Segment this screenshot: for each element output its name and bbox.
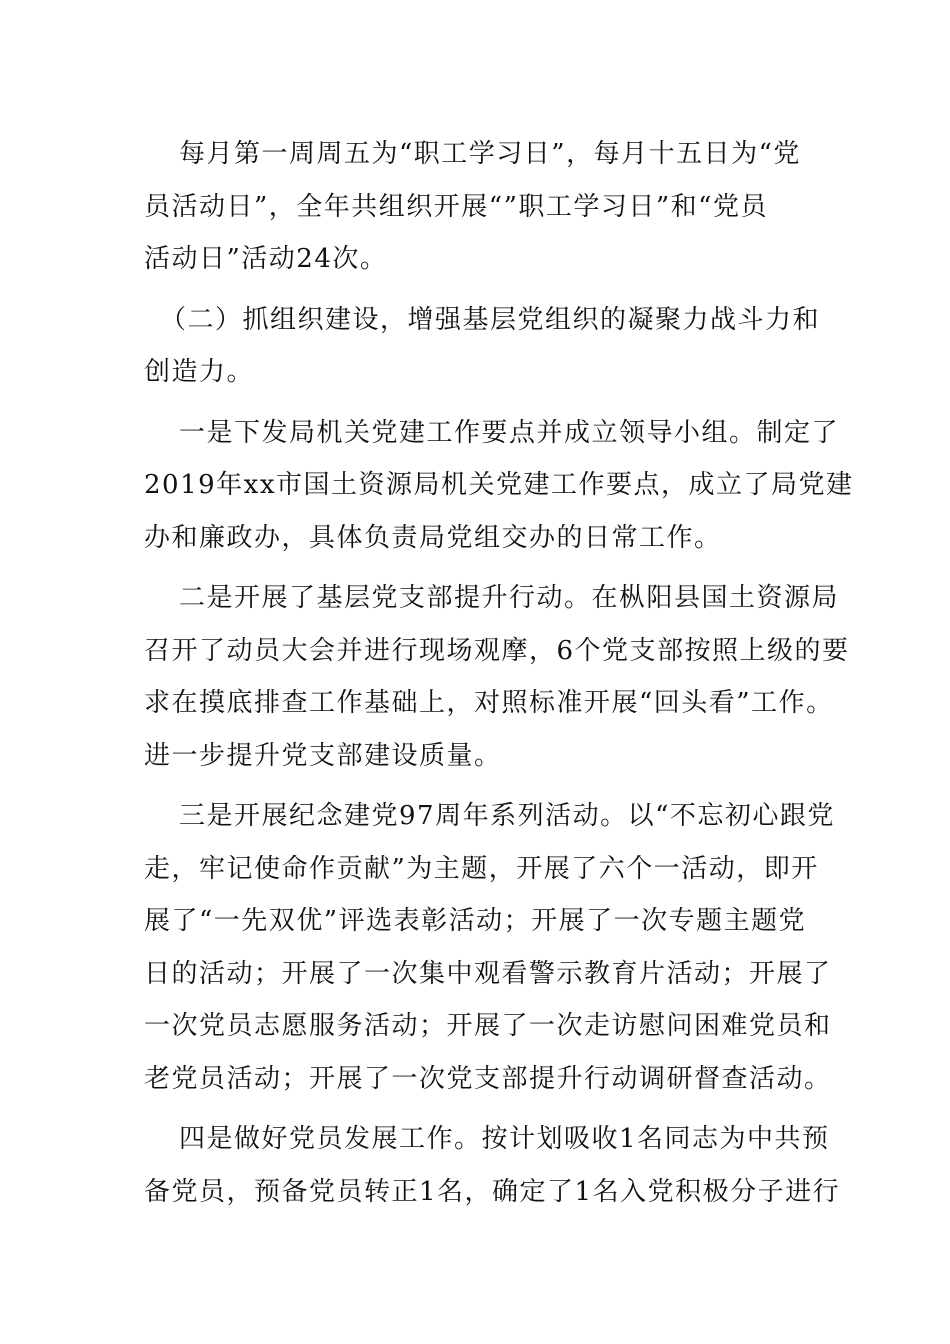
text-line: 召开了动员大会并进行现场观摩，6个党支部按照上级的要 xyxy=(144,635,850,666)
text-line: 展了“一先双优”评选表彰活动；开展了一次专题主题党 xyxy=(144,906,807,936)
text-line: 日的活动；开展了一次集中观看警示教育片活动；开展了 xyxy=(144,958,832,989)
text-line: 求在摸底排查工作基础上，对照标准开展“回头看”工作。 xyxy=(144,688,834,718)
text-line: 一次党员志愿服务活动；开展了一次走访慰问困难党员和 xyxy=(144,1011,832,1041)
text-line: 二是开展了基层党支部提升行动。在枞阳县国土资源局 xyxy=(179,583,840,613)
text-line: 三是开展纪念建党97周年系列活动。以“不忘初心跟党 xyxy=(179,801,835,831)
text-line: 走，牢记使命作贡献”为主题，开展了六个一活动，即开 xyxy=(144,853,819,884)
text-line: 一是下发局机关党建工作要点并成立领导小组。制定了 xyxy=(179,417,840,448)
text-line: 2019年xx市国土资源局机关党建工作要点，成立了局党建 xyxy=(144,470,854,500)
text-line: 活动日”活动24次。 xyxy=(144,244,388,274)
paragraph-point-four xyxy=(144,1113,841,1218)
text-line: 老党员活动；开展了一次党支部提升行动调研督查活动。 xyxy=(144,1063,832,1094)
paragraph-point-three xyxy=(144,790,835,1105)
text-line: 四是做好党员发展工作。按计划吸收1名同志为中共预 xyxy=(179,1124,830,1154)
text-line: 员活动日”，全年共组织开展“”职工学习日”和“党员 xyxy=(144,191,768,222)
section-heading-organization xyxy=(144,294,821,399)
text-line: 进一步提升党支部建设质量。 xyxy=(144,740,502,771)
text-line: 办和廉政办，具体负责局党组交办的日常工作。 xyxy=(144,522,722,553)
text-line: 备党员，预备党员转正1名，确定了1名入党积极分子进行 xyxy=(144,1176,841,1207)
text-line: 创造力。 xyxy=(144,357,255,387)
paragraph-point-two xyxy=(144,572,850,782)
text-line: （二）抓组织建设，增强基层党组织的凝聚力战斗力和 xyxy=(160,304,821,335)
document-body xyxy=(144,128,854,1226)
paragraph-point-one xyxy=(144,407,854,565)
text-line: 每月第一周周五为“职工学习日”，每月十五日为“党 xyxy=(179,139,801,169)
paragraph-study-day xyxy=(144,128,800,286)
